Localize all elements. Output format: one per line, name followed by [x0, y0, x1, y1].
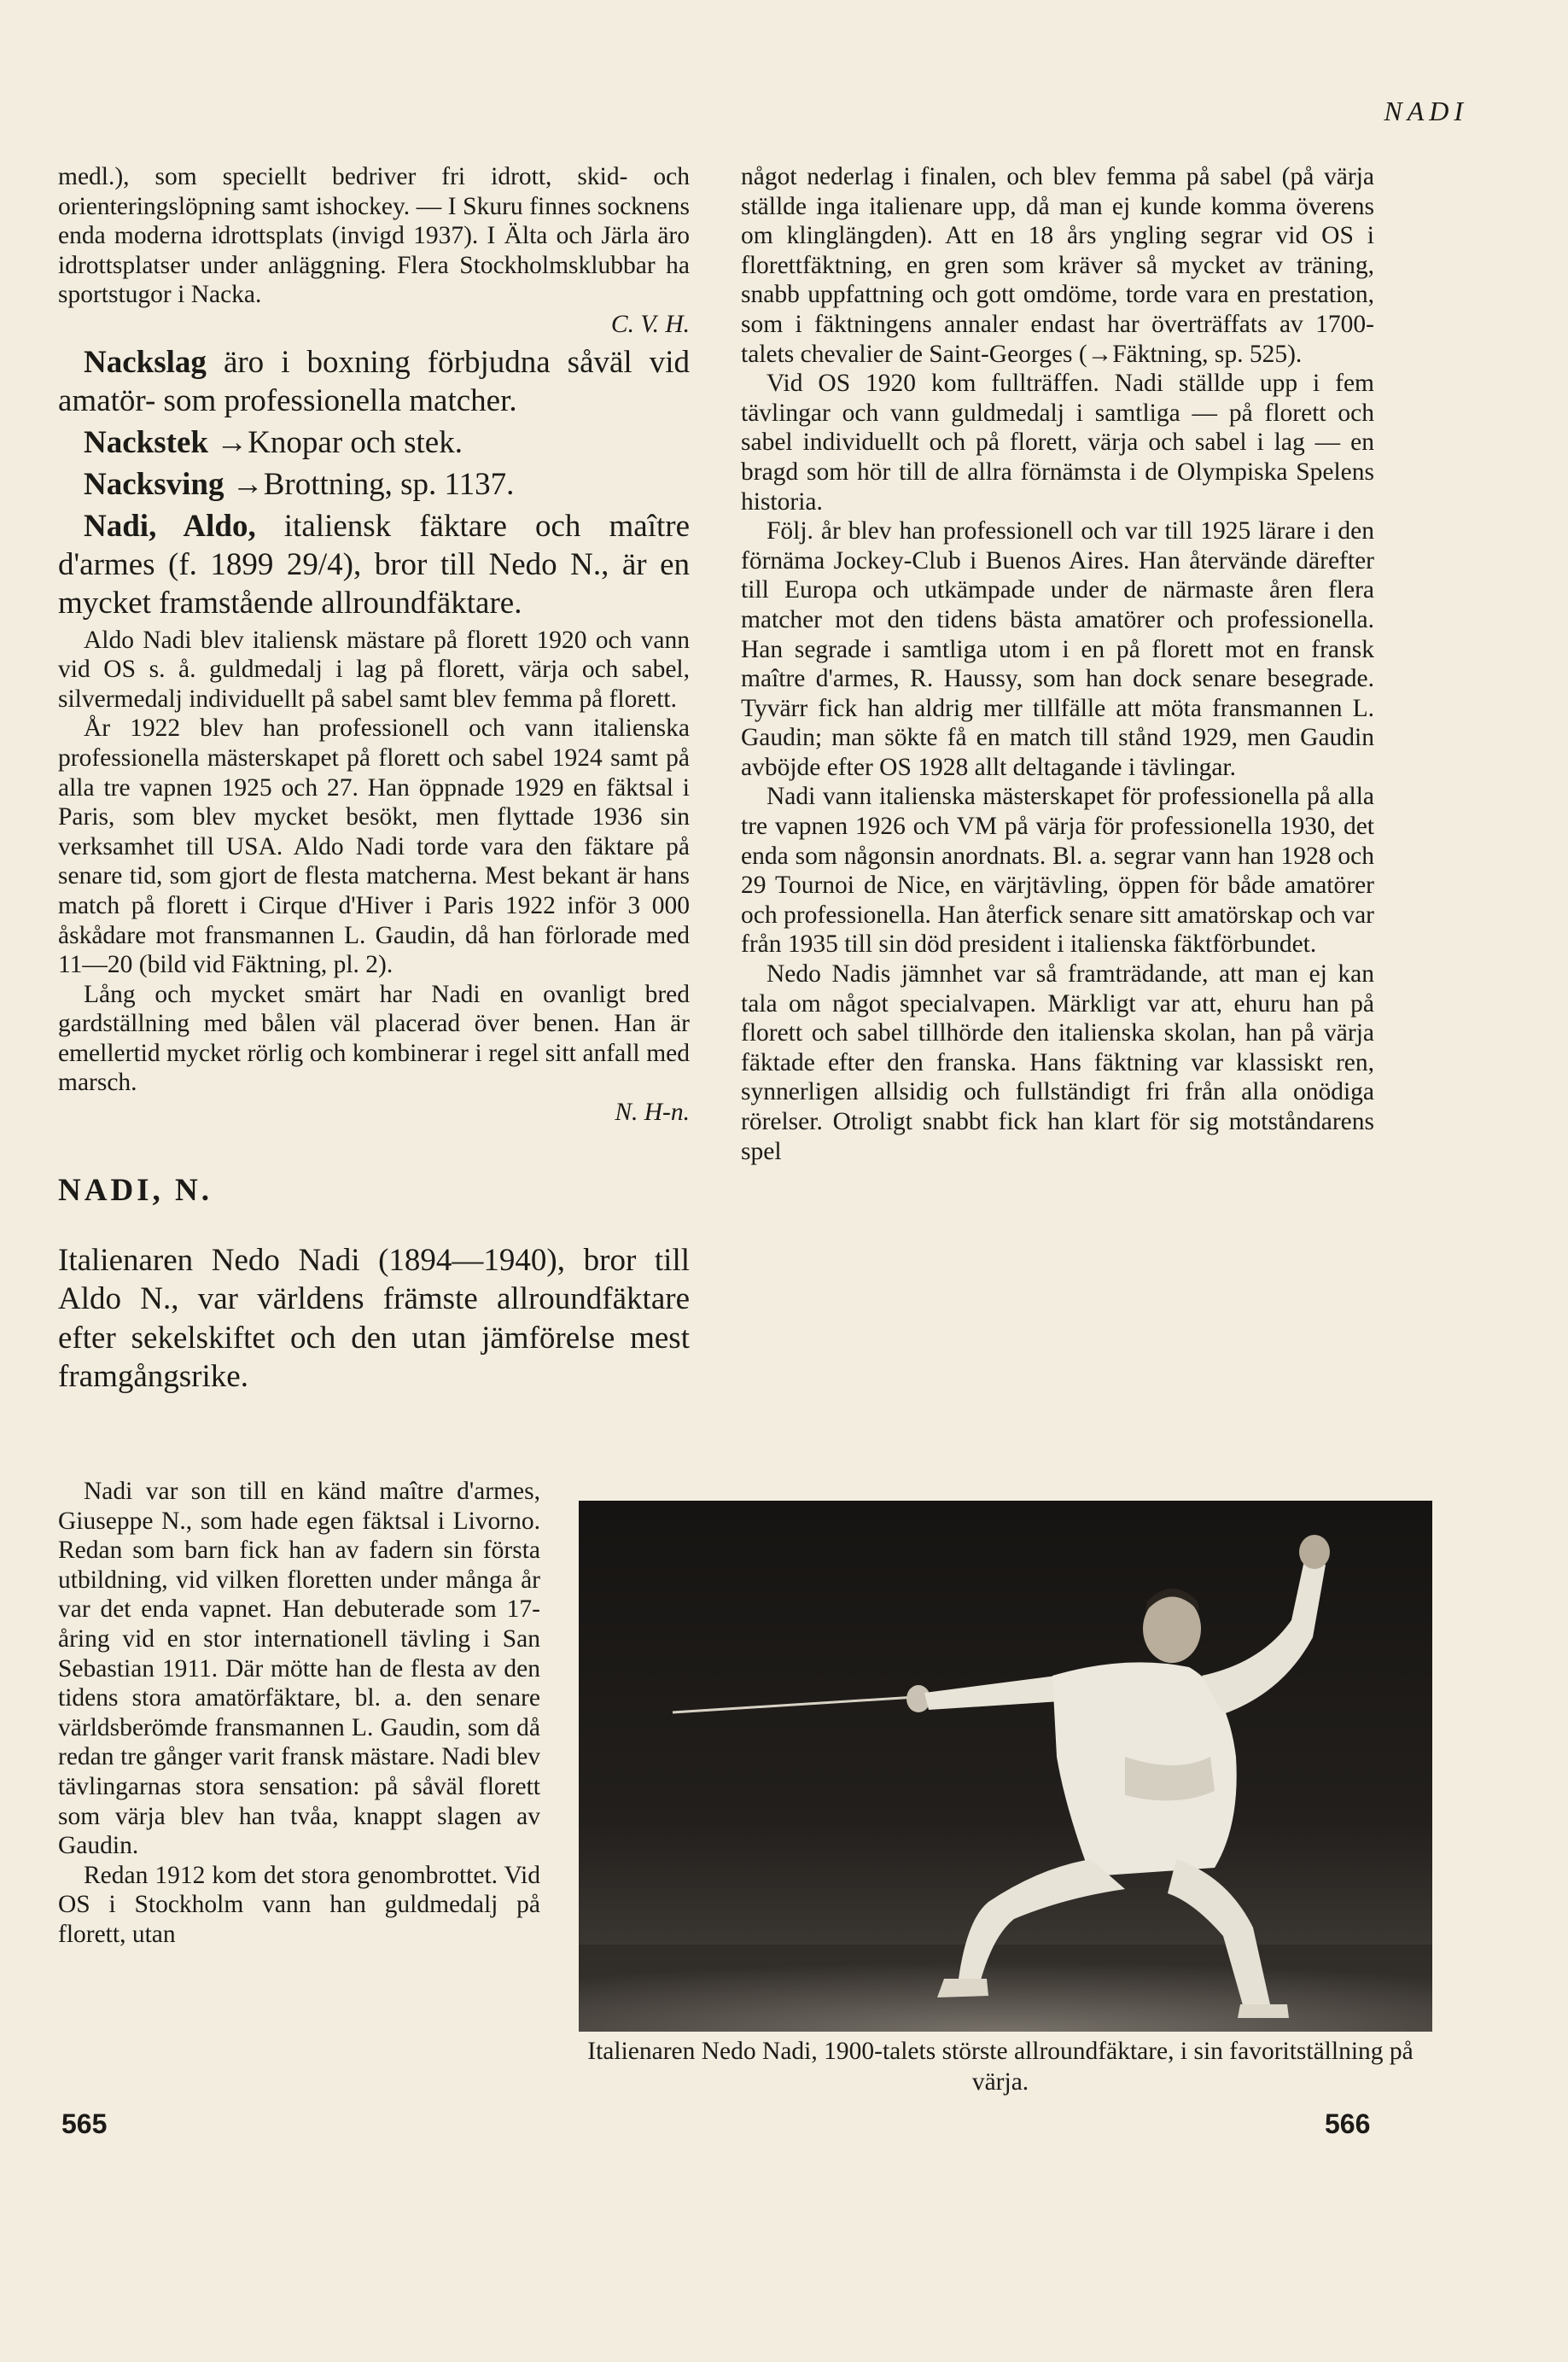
- right-paragraph-5: Nedo Nadis jämnhet var så framträdande, att man ej kan tala om något specialvapen. Märkligt var att, ehuru han på florett och sabel tillhörde den italienska skolan, han på värja fäktade efter den franska. Hans fäktning var klassiskt ren, synnerligen allsidig och fullständigt fri från alla onödiga rörelser. Otroligt snabbt fick han klart för sig motståndarens spel: [741, 960, 1374, 1165]
- nedo-paragraph-1: Nadi var son till en känd maître d'armes, Giuseppe N., som hade egen fäktsal i Livorno. Redan som barn fick han av fadern sin första utbildning, vid vilken floretten under många år var det enda vapnet. Han debuterade som 17-åring vid en stor internationell tävling i San Sebastian 1911. Där mötte han de flesta av den tidens stora amatörfäktare, bl. a. den senare världsberömde fransmannen L. Gaudin, som då redan tre gånger varit fransk mästare. Nadi blev tävlingarnas stora sensation: på såväl florett som värja blev han tvåa, knappt slagen av Gaudin.: [58, 1478, 540, 1860]
- right-paragraph-3: Följ. år blev han professionell och var till 1925 lärare i den förnäma Jockey-Club i Buenos Aires. Han återvände därefter till Europa och utkämpade under de närmaste åren flera matcher mot den tidens bästa amatörer och professionella. Han segrade i samtliga utom i en på florett mot en fransk maître d'armes, R. Haussy, som han dock senare besegrade. Tyvärr fick han aldrig mer tillfälle att möta fransmannen L. Gaudin; man sökte få en match till stånd 1929, men Gaudin avböjde efter OS 1928 allt deltagande i tävlingar.: [741, 517, 1374, 781]
- right-paragraph-2: Vid OS 1920 kom fullträffen. Nadi ställde upp i fem tävlingar och vann guldmedalj i samtliga — på florett och sabel individuellt och på florett, värja och sabel i lag — en bragd som hör till de allra förnämsta i de Olympiska Spelens historia.: [741, 370, 1374, 516]
- nacka-signature: C. V. H.: [610, 310, 690, 338]
- entry-aldo: [58, 507, 690, 622]
- entry-nackstek-text: →Knopar och stek.: [216, 424, 463, 460]
- page-number-left: 565: [61, 2108, 108, 2139]
- entry-aldo-head: Nadi, Aldo,: [84, 508, 256, 544]
- nacka-paragraph: medl.), som speciellt bedriver fri idrott, skid- och orienteringslöpning samt ishockey. — I Skuru finnes socknens enda moderna idrottsplats (invigd 1937). I Älta och Järla äro idrottsplatser under anläggning. Flera Stockholmsklubbar ha sportstugor i Nacka.: [58, 163, 690, 309]
- fencer-photo-image: [579, 1501, 1432, 2032]
- entry-nackslag: [58, 343, 690, 420]
- aldo-paragraph-3: Lång och mycket smärt har Nadi en ovanligt bred gardställning med bålen väl placerad över benen. Han är emellertid mycket rörlig och kombinerar i regel sitt anfall med marsch.: [58, 980, 690, 1097]
- entry-nacksving: [58, 465, 690, 504]
- entry-nackslag-text: äro i boxning förbjudna såväl vid amatör- som professionella matcher.: [58, 344, 691, 418]
- aldo-paragraph-2: År 1922 blev han professionell och vann italienska professionella mästerskapet på florett och sabel 1924 samt på alla tre vapnen 1925 och 27. Han öppnade 1929 en fäktsal i Paris, som blev mycket besökt, men flyttade 1936 sin verksamhet till USA. Aldo Nadi torde vara den fäktare på senare tid, som gjort de flesta matcherna. Mest bekant är hans match på florett i Cirque d'Hiver i Paris 1922 inför 3 000 åskådare mot fransmannen L. Gaudin, då han förlorade med 11—20 (bild vid Fäktning, pl. 2).: [58, 714, 690, 979]
- photo-caption: Italienaren Nedo Nadi, 1900-talets störste allroundfäktare, i sin favoritställning på värja.: [587, 2038, 1414, 2096]
- entry-nacksving-text: →Brottning, sp. 1137.: [231, 466, 515, 502]
- article-lead: Italienaren Nedo Nadi (1894—1940), bror till Aldo N., var världens främste allroundfäktare efter sekelskiftet och den utan jämförelse mest framgångsrike.: [58, 1242, 690, 1395]
- article-title: NADI, N.: [58, 1172, 213, 1208]
- aldo-paragraph-1: Aldo Nadi blev italiensk mästare på florett 1920 och vann vid OS s. å. guldmedalj i lag på florett, värja och sabel, silvermedalj individuellt på sabel samt blev femma på florett.: [58, 626, 690, 713]
- running-head: NADI: [1384, 96, 1468, 126]
- page-number-right: 566: [1325, 2108, 1371, 2139]
- narrow-column: [58, 1477, 540, 1950]
- left-column: [58, 162, 690, 1397]
- fencer-photo: [579, 1501, 1432, 2032]
- entry-aldo-text: italiensk fäktare och maître d'armes (f. 1899 29/4), bror till Nedo N., är en mycket framstående allroundfäktare.: [58, 508, 690, 621]
- entry-nacksving-head: Nacksving: [84, 466, 224, 502]
- right-paragraph-4: Nadi vann italienska mästerskapet för professionella på alla tre vapnen 1926 och VM på värja för professionella 1930, det enda som någonsin anordnats. Bl. a. segrar vann han 1928 och 29 Tournoi de Nice, en värjtävling, öppen för både amatörer och professionella. Han återfick senare sitt amatörskap och var från 1935 till sin död president i italienska fäktförbundet.: [741, 783, 1374, 959]
- right-column: [741, 162, 1374, 1166]
- entry-nackstek-head: Nackstek: [84, 424, 208, 460]
- entry-nackslag-head: Nackslag: [84, 344, 207, 380]
- entry-nackstek: [58, 423, 690, 462]
- aldo-signature: N. H-n.: [615, 1099, 690, 1127]
- right-paragraph-1: något nederlag i finalen, och blev femma på sabel (på värja ställde inga italienare upp, då man ej kunde komma överens om klinglängden). Att en 18 års yngling segrar vid OS i florettfäktning, en gren som kräver så mycket av träning, snabb uppfattning och gott omdöme, torde vara en prestation, som i fäktningens annaler endast har överträffats av 1700-talets chevalier de Saint-Georges (→Fäktning, sp. 525).: [741, 163, 1374, 368]
- nedo-paragraph-2: Redan 1912 kom det stora genombrottet. Vid OS i Stockholm vann han guldmedalj på florett, utan: [58, 1861, 540, 1948]
